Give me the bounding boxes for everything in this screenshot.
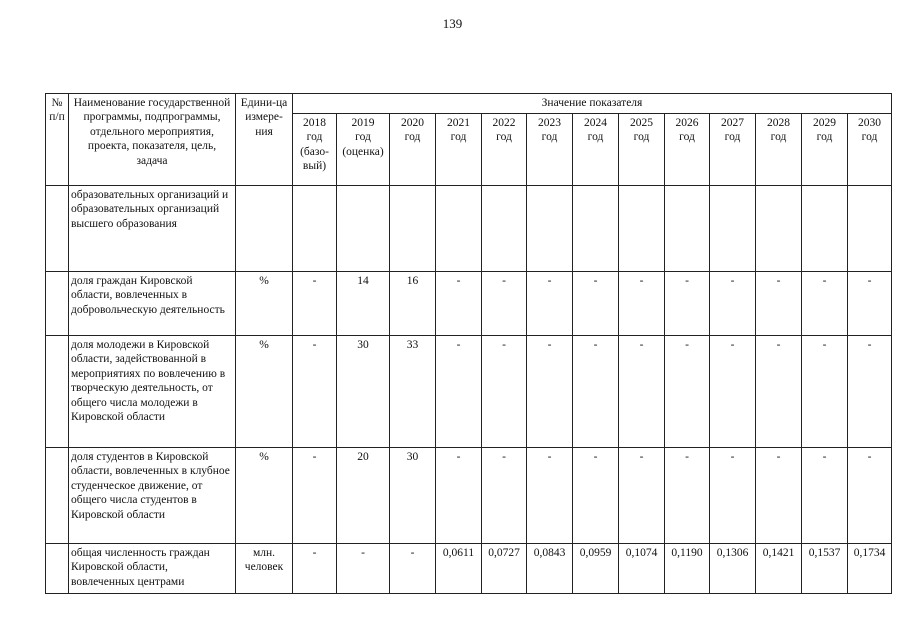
row-value: 0,1421 [756, 544, 802, 594]
row-value: - [390, 544, 436, 594]
row-value: - [665, 448, 710, 544]
row-value: - [527, 448, 573, 544]
row-value: - [619, 272, 665, 336]
row-value: - [756, 448, 802, 544]
row-value [756, 186, 802, 272]
row-unit [236, 186, 293, 272]
row-value: 0,1074 [619, 544, 665, 594]
row-name: образовательных организаций и образовательных организаций высшего образования [69, 186, 236, 272]
row-num [46, 272, 69, 336]
row-value: - [527, 272, 573, 336]
row-value: - [482, 336, 527, 448]
row-value [482, 186, 527, 272]
row-value: - [527, 336, 573, 448]
row-unit: % [236, 272, 293, 336]
row-value: 0,1537 [802, 544, 848, 594]
table-row [46, 336, 892, 448]
row-value: 0,1734 [848, 544, 892, 594]
page-number: 139 [442, 16, 463, 31]
row-value [337, 186, 390, 272]
row-value [390, 186, 436, 272]
row-value: - [482, 448, 527, 544]
row-name: доля молодежи в Кировской области, задействованной в мероприятиях по вовлечению в творческую деятельность, от общего числа молодежи в Кировской области [69, 336, 236, 448]
header-year: 2025 год [619, 114, 665, 186]
row-value: - [436, 272, 482, 336]
row-value: - [619, 336, 665, 448]
header-year: 2018 год (базо- вый) [293, 114, 337, 186]
row-value: - [848, 272, 892, 336]
row-value: - [619, 448, 665, 544]
header-year: 2030 год [848, 114, 892, 186]
row-value: - [293, 336, 337, 448]
row-value: 0,0611 [436, 544, 482, 594]
row-value: - [665, 272, 710, 336]
row-value: - [802, 448, 848, 544]
row-value: - [756, 272, 802, 336]
header-year: 2029 год [802, 114, 848, 186]
row-value: 0,1190 [665, 544, 710, 594]
row-name: доля студентов в Кировской области, вовлеченных в клубное студенческое движение, от общего числа студентов в Кировской области [69, 448, 236, 544]
row-value: 0,0959 [573, 544, 619, 594]
header-year: 2021 год [436, 114, 482, 186]
header-year: 2028 год [756, 114, 802, 186]
row-unit: % [236, 448, 293, 544]
header-unit: Едини-ца измере-ния [236, 94, 293, 186]
header-year: 2019 год (оценка) [337, 114, 390, 186]
row-value: - [573, 448, 619, 544]
row-value: - [436, 448, 482, 544]
header-name: Наименование государственной программы, подпрограммы, отдельного мероприятия, проекта, показателя, цель, задача [69, 94, 236, 186]
row-value [527, 186, 573, 272]
row-num [46, 448, 69, 544]
row-unit: % [236, 336, 293, 448]
row-value [710, 186, 756, 272]
row-num [46, 544, 69, 594]
table-row [46, 544, 892, 594]
row-value: - [482, 272, 527, 336]
row-value: - [710, 336, 756, 448]
header-year: 2024 год [573, 114, 619, 186]
row-num [46, 336, 69, 448]
header-year: 2022 год [482, 114, 527, 186]
row-unit: млн. человек [236, 544, 293, 594]
header-year: 2027 год [710, 114, 756, 186]
row-value: - [337, 544, 390, 594]
header-year: 2023 год [527, 114, 573, 186]
row-value: 20 [337, 448, 390, 544]
header-year: 2026 год [665, 114, 710, 186]
header-values-group: Значение показателя [293, 94, 892, 114]
row-value [619, 186, 665, 272]
row-value: - [802, 336, 848, 448]
row-value: - [293, 544, 337, 594]
row-value: - [756, 336, 802, 448]
table-row [46, 272, 892, 336]
row-value: - [848, 448, 892, 544]
row-value [665, 186, 710, 272]
row-value: - [665, 336, 710, 448]
row-value: - [436, 336, 482, 448]
row-value: 14 [337, 272, 390, 336]
header-num: № п/п [46, 94, 69, 186]
row-value: 16 [390, 272, 436, 336]
row-value [848, 186, 892, 272]
row-value: - [848, 336, 892, 448]
row-value [802, 186, 848, 272]
row-value [436, 186, 482, 272]
row-value: 30 [337, 336, 390, 448]
row-value: - [573, 272, 619, 336]
row-value [293, 186, 337, 272]
indicators-table [45, 93, 892, 594]
row-value: - [710, 448, 756, 544]
row-value: - [802, 272, 848, 336]
row-value: - [573, 336, 619, 448]
row-num [46, 186, 69, 272]
row-value: - [293, 448, 337, 544]
row-value [573, 186, 619, 272]
table-body [46, 186, 892, 594]
row-value: 33 [390, 336, 436, 448]
header-year: 2020 год [390, 114, 436, 186]
row-value: - [710, 272, 756, 336]
row-value: 0,0843 [527, 544, 573, 594]
row-value: - [293, 272, 337, 336]
row-value: 0,0727 [482, 544, 527, 594]
row-name: общая численность граждан Кировской области, вовлеченных центрами [69, 544, 236, 594]
table-row [46, 448, 892, 544]
row-value: 30 [390, 448, 436, 544]
row-name: доля граждан Кировской области, вовлеченных в добровольческую деятельность [69, 272, 236, 336]
table-row [46, 186, 892, 272]
row-value: 0,1306 [710, 544, 756, 594]
